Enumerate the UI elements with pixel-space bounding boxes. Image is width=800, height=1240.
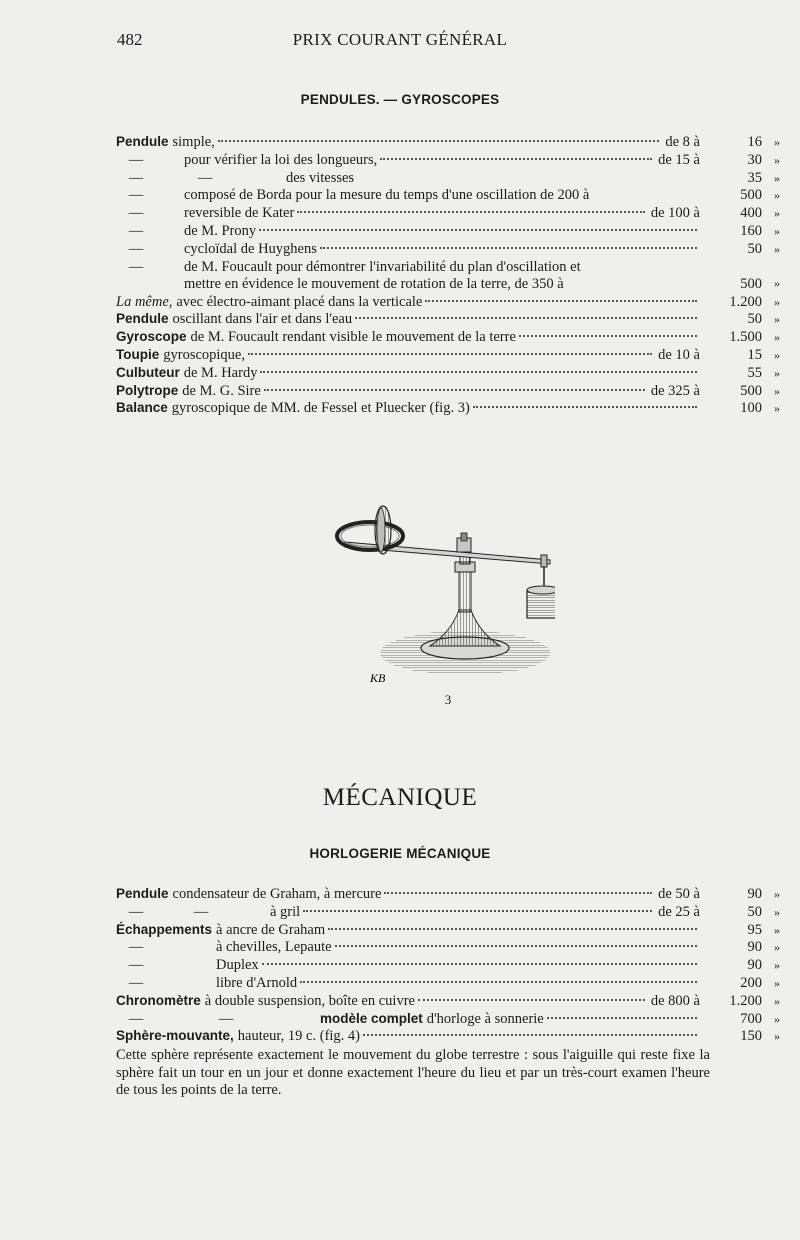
item-italic-term: La même, [116, 293, 173, 310]
list-item [116, 134, 792, 152]
item-text: à double suspension, boîte en cuivre [204, 992, 415, 1009]
ditto-dash: — [218, 1010, 234, 1027]
list-item [116, 1011, 792, 1029]
item-price: 30 [747, 151, 762, 168]
item-price: 55 [747, 364, 762, 381]
dot-leader [425, 300, 697, 302]
item-text: à gril [270, 903, 301, 920]
item-term: Pendule [116, 134, 169, 149]
item-range: de 800 à [650, 992, 700, 1009]
list-item [116, 329, 792, 347]
dot-leader [303, 910, 652, 912]
pendules-price-list [116, 134, 792, 418]
ditto-dash: — [128, 240, 144, 257]
ditto-mark: » [774, 940, 780, 955]
dot-leader [418, 999, 645, 1001]
dot-leader [248, 353, 652, 355]
ditto-mark: » [774, 904, 780, 919]
list-item [116, 347, 792, 365]
ditto-mark: » [774, 188, 780, 203]
ditto-dash: — [128, 1010, 144, 1027]
item-term: Pendule [116, 886, 169, 901]
item-price: 500 [740, 187, 762, 204]
gyroscopic-balance-illustration [325, 500, 555, 695]
item-price: 200 [740, 974, 762, 991]
ditto-mark: » [774, 347, 780, 362]
dot-leader [363, 1034, 697, 1036]
item-price: 1.500 [729, 329, 762, 346]
item-price: 400 [740, 205, 762, 222]
ditto-mark: » [774, 383, 780, 398]
page-number: 482 [117, 30, 143, 49]
section-title-horlogerie: HORLOGERIE MÉCANIQUE [309, 846, 491, 861]
section-title-pendules: PENDULES. — GYROSCOPES [300, 92, 500, 107]
ditto-mark: » [774, 887, 780, 901]
dot-leader [300, 981, 697, 983]
ditto-mark: » [774, 206, 780, 221]
ditto-mark: » [774, 312, 780, 327]
item-text: reversible de Kater [184, 205, 295, 222]
item-text: Duplex [216, 957, 259, 974]
beam-pivot [461, 533, 467, 541]
ditto-mark: » [774, 958, 780, 973]
item-range: de 10 à [658, 346, 700, 363]
list-item [116, 365, 792, 383]
ditto-dash: — [128, 258, 144, 275]
item-text: gyroscopique de MM. de Fessel et Pluecker (fig. 3) [171, 400, 470, 417]
item-range: de 8 à [665, 134, 700, 150]
dot-leader [262, 963, 697, 965]
dot-leader [384, 892, 652, 894]
item-term: Balance [116, 400, 168, 416]
item-term: Échappements [116, 921, 213, 937]
item-text: à chevilles, Lepaute [216, 939, 332, 956]
item-price: 50 [747, 240, 762, 257]
ditto-dash: — [128, 222, 144, 239]
item-text: simple, [172, 134, 215, 150]
item-text: d'horloge à sonnerie [426, 1010, 544, 1027]
item-text: composé de Borda pour la mesure du temps d'une oscillation de 200 à [184, 187, 590, 204]
ditto-mark: » [774, 922, 780, 937]
ditto-dash: — [128, 939, 144, 956]
item-price: 15 [747, 346, 762, 363]
item-text: de M. G. Sire [182, 382, 261, 399]
list-item [116, 223, 792, 241]
ditto-mark: » [774, 401, 780, 416]
item-range: de 100 à [650, 205, 700, 222]
item-price: 90 [747, 957, 762, 974]
item-text: de M. Foucault pour démontrer l'invariabilité du plan d'oscillation et [184, 258, 581, 275]
item-price: 160 [740, 222, 762, 239]
ditto-dash: — [197, 169, 213, 186]
item-term: Toupie [116, 346, 160, 362]
list-item [116, 400, 792, 418]
item-text: gyroscopique, [163, 346, 245, 363]
dot-leader [320, 247, 697, 249]
ditto-mark: » [774, 223, 780, 238]
list-item [116, 993, 792, 1011]
main-title: MÉCANIQUE [322, 784, 478, 811]
dot-leader [264, 389, 645, 391]
item-term: Gyroscope [116, 329, 187, 345]
item-term: Chronomètre [116, 992, 201, 1008]
list-item [116, 259, 792, 294]
dot-leader [260, 371, 697, 373]
ditto-mark: » [774, 1029, 780, 1044]
ditto-dash: — [128, 903, 144, 920]
horlogerie-price-list [116, 886, 792, 1046]
ditto-mark: » [774, 365, 780, 380]
list-item [116, 152, 792, 170]
ditto-dash: — [128, 151, 144, 168]
ditto-mark: » [774, 152, 780, 167]
item-price: 16 [747, 134, 762, 150]
list-item [116, 904, 792, 922]
item-price: 50 [747, 903, 762, 920]
item-text: à ancre de Graham [216, 921, 326, 938]
list-item [116, 187, 792, 205]
running-title: PRIX COURANT GÉNÉRAL [292, 30, 508, 49]
dot-leader [380, 158, 652, 160]
item-price: 1.200 [729, 293, 762, 310]
ditto-mark: » [774, 330, 780, 345]
item-price: 150 [740, 1028, 762, 1045]
dot-leader [218, 140, 660, 142]
list-item [116, 1028, 792, 1046]
ditto-dash: — [128, 957, 144, 974]
item-term: modèle complet [320, 1010, 423, 1026]
list-item [116, 939, 792, 957]
item-text: cycloïdal de Huyghens [184, 240, 317, 257]
ditto-dash: — [128, 169, 144, 186]
item-price: 90 [747, 939, 762, 956]
ditto-mark: » [774, 1011, 780, 1026]
item-price: 500 [740, 382, 762, 399]
dot-leader [297, 211, 645, 213]
engraver-signature: KB [370, 671, 386, 685]
ditto-dash: — [128, 974, 144, 991]
dot-leader [519, 335, 697, 337]
dot-leader [473, 406, 697, 408]
item-range: de 325 à [650, 382, 700, 399]
item-range: de 50 à [658, 886, 700, 902]
running-header [0, 30, 800, 52]
ditto-mark: » [774, 993, 780, 1008]
item-price: 35 [747, 169, 762, 186]
item-text: avec électro-aimant placé dans la verticale [176, 293, 423, 310]
item-price: 700 [740, 1010, 762, 1027]
item-range: de 15 à [658, 151, 700, 168]
figure-number: 3 [444, 692, 452, 707]
ditto-mark: » [774, 241, 780, 256]
ditto-mark: » [774, 294, 780, 309]
ditto-dash: — [128, 205, 144, 222]
list-item [116, 922, 792, 940]
ditto-dash: — [193, 903, 209, 920]
item-price: 50 [747, 311, 762, 328]
ditto-mark: » [774, 135, 780, 149]
list-item [116, 241, 792, 259]
ditto-mark: » [774, 276, 780, 291]
ditto-dash: — [128, 187, 144, 204]
dot-leader [259, 229, 697, 231]
item-text: des vitesses [286, 169, 355, 186]
item-price: 95 [747, 921, 762, 938]
item-text: pour vérifier la loi des longueurs, [184, 151, 378, 168]
list-item [116, 975, 792, 993]
item-price: 500 [740, 276, 762, 293]
dot-leader [355, 317, 697, 319]
list-item [116, 170, 792, 188]
item-text: libre d'Arnold [216, 974, 298, 991]
list-item [116, 383, 792, 401]
item-range: de 25 à [658, 903, 700, 920]
list-item [116, 886, 792, 904]
list-item [116, 294, 792, 312]
item-price: 1.200 [729, 992, 762, 1009]
item-text: oscillant dans l'air et dans l'eau [172, 311, 353, 328]
item-term: Pendule [116, 311, 169, 327]
ditto-mark: » [774, 975, 780, 990]
item-text-continued: mettre en évidence le mouvement de rotation de la terre, de 350 à [184, 276, 564, 293]
pedestal-column [455, 550, 475, 612]
list-item [116, 205, 792, 223]
item-term: Polytrope [116, 382, 179, 398]
item-text: de M. Foucault rendant visible le mouvement de la terre [190, 329, 516, 346]
counterweight [527, 555, 555, 618]
dot-leader [328, 928, 697, 930]
item-term: Sphère-mouvante, [116, 1028, 234, 1044]
gyroscope-wheel [375, 506, 391, 554]
item-text: hauteur, 19 c. (fig. 4) [237, 1028, 361, 1045]
list-item [116, 957, 792, 975]
item-price: 100 [740, 400, 762, 417]
dot-leader [335, 945, 697, 947]
item-text: de M. Hardy [183, 364, 258, 381]
sphere-description: Cette sphère représente exactement le mouvement du globe terrestre : sous l'aiguille qui reste fixe la sphère fait un tour en un jour et donne exactement l'heure du lieu et par un très-court examen l'heure de tous les points de la terre. [116, 1047, 710, 1098]
item-price: 90 [747, 886, 762, 902]
list-item [116, 311, 792, 329]
ditto-mark: » [774, 170, 780, 185]
item-text: condensateur de Graham, à mercure [172, 886, 382, 902]
item-term: Culbuteur [116, 364, 180, 380]
dot-leader [547, 1017, 697, 1019]
item-text: de M. Prony [184, 222, 257, 239]
